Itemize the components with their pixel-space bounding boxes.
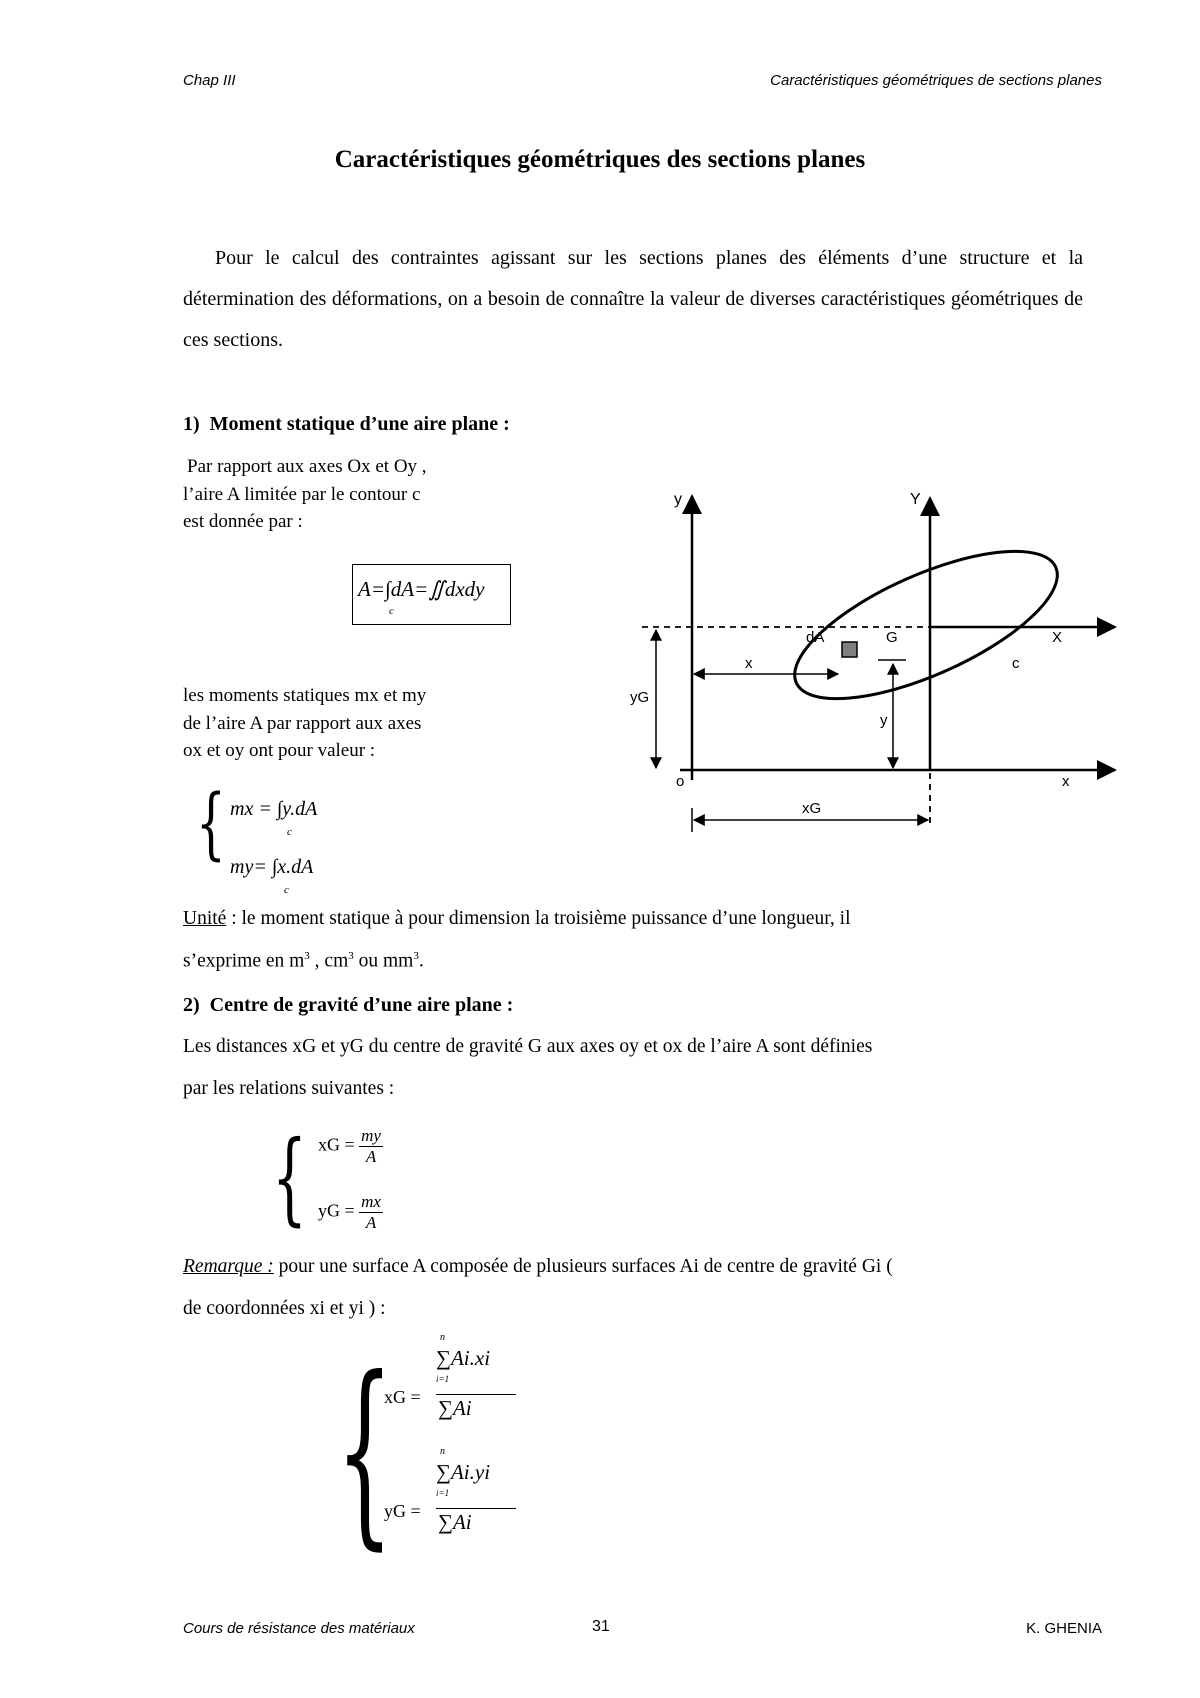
label-x-axis: x <box>1062 773 1070 790</box>
unit-line1 <box>183 908 851 930</box>
remark-text: pour une surface A composée de plusieurs surfaces Ai de centre de gravité Gi ( <box>273 1256 893 1277</box>
label-y-small: y <box>880 712 888 729</box>
label-x: x <box>745 655 753 672</box>
unit-exp-m: 3 <box>304 950 310 962</box>
section1-line3: est donnée par : <box>183 511 303 532</box>
xG-lhs: xG = <box>318 1134 355 1155</box>
header-subject: Caractéristiques géométriques de sections planes <box>770 72 1102 89</box>
unit-text: : le moment statique à pour dimension la troisième puissance d’une longueur, il <box>226 908 851 929</box>
sum-yG-top: n <box>440 1446 445 1457</box>
intro-text: Pour le calcul des contraintes agissant sur les sections planes des éléments d’une structure et la détermination des déformations, on a besoin de connaître la valeur de diverses caractéristiques géométriques de ces sections. <box>183 247 1083 351</box>
centroid-diagram <box>630 480 1130 840</box>
label-y: y <box>674 491 682 508</box>
unit-exp-mm: 3 <box>413 950 419 962</box>
sum-xG-lhs: xG = <box>384 1387 421 1407</box>
sum-yG-numerator: ∑Ai.yi <box>436 1460 491 1484</box>
dA-element <box>842 642 857 657</box>
section1-line2: l’aire A limitée par le contour c <box>183 484 421 505</box>
sum-xG-numerator: ∑Ai.xi <box>436 1346 491 1370</box>
unit-text2d: . <box>418 950 424 972</box>
sum-yG-fraction-bar <box>436 1508 516 1509</box>
unit-line2 <box>183 950 424 973</box>
sum-xG-denominator: ∑Ai <box>438 1396 472 1420</box>
label-X: X <box>1052 629 1063 646</box>
label-Y: Y <box>910 491 921 508</box>
contour-ellipse <box>776 522 1076 729</box>
xG-equation <box>318 1126 383 1167</box>
unit-text2a: s’exprime en m <box>183 950 305 972</box>
moments-line3: ox et oy ont pour valeur : <box>183 740 376 761</box>
footer-course: Cours de résistance des matériaux <box>183 1620 415 1637</box>
label-dA: dA <box>806 629 825 646</box>
sum-xG-fraction-bar <box>436 1394 516 1395</box>
xG-denominator: A <box>365 1147 377 1166</box>
sum-yG-denominator: ∑Ai <box>438 1510 472 1534</box>
sum-yG-lhs: yG = <box>384 1501 421 1521</box>
mx-formula: mx = ∫y.dA <box>230 798 318 820</box>
page-number: 31 <box>592 1618 610 1635</box>
area-formula-box <box>352 564 511 625</box>
moments-line2: de l’aire A par rapport aux axes <box>183 713 422 734</box>
unit-label: Unité <box>183 908 227 929</box>
label-G: G <box>886 629 898 646</box>
xG-fraction <box>359 1126 383 1167</box>
intro-paragraph <box>183 238 1083 361</box>
area-formula-subscript: c <box>389 605 394 617</box>
moments-line1: les moments statiques mx et my <box>183 685 427 706</box>
sum-xG-equation <box>384 1332 534 1440</box>
unit-exp-cm: 3 <box>348 950 354 962</box>
yG-numerator: mx <box>361 1192 381 1211</box>
my-subscript: c <box>284 884 289 896</box>
centroid-brace: { <box>272 1119 307 1236</box>
sum-brace: { <box>336 1335 394 1568</box>
remark-line1 <box>183 1256 893 1278</box>
yG-equation <box>318 1192 383 1233</box>
yG-lhs: yG = <box>318 1200 355 1221</box>
section2-heading: 2) Centre de gravité d’une aire plane : <box>183 994 514 1016</box>
yG-fraction <box>359 1192 383 1233</box>
header-chapter: Chap III <box>183 72 236 89</box>
remark-label: Remarque : <box>183 1256 274 1277</box>
unit-text2b: , cm <box>309 950 349 972</box>
section2-line2: par les relations suivantes : <box>183 1078 395 1099</box>
unit-text2c: ou mm <box>353 950 414 972</box>
remark-line2: de coordonnées xi et yi ) : <box>183 1298 386 1319</box>
sum-xG-top: n <box>440 1332 445 1343</box>
label-o: o <box>676 773 685 790</box>
section1-heading: 1) Moment statique d’une aire plane : <box>183 413 510 435</box>
yG-denominator: A <box>365 1213 377 1232</box>
my-formula: my= ∫x.dA <box>230 856 314 878</box>
section1-line1: Par rapport aux axes Ox et Oy , <box>187 456 427 477</box>
area-formula: A=∫dA=∬dxdy <box>358 577 485 601</box>
sum-xG-bottom: i=1 <box>436 1374 450 1384</box>
label-yG: yG <box>630 689 650 706</box>
section2-line1: Les distances xG et yG du centre de gravité G aux axes oy et ox de l’aire A sont définies <box>183 1036 873 1057</box>
xG-numerator: my <box>361 1126 381 1145</box>
label-c: c <box>1012 655 1020 672</box>
sum-yG-equation <box>384 1446 534 1554</box>
mx-subscript: c <box>287 826 292 838</box>
sum-yG-bottom: i=1 <box>436 1488 450 1498</box>
page-title: Caractéristiques géométriques des sections planes <box>334 146 866 173</box>
footer-author: K. GHENIA <box>1026 1620 1102 1637</box>
label-xG: xG <box>802 800 822 817</box>
moments-brace: { <box>196 779 226 869</box>
